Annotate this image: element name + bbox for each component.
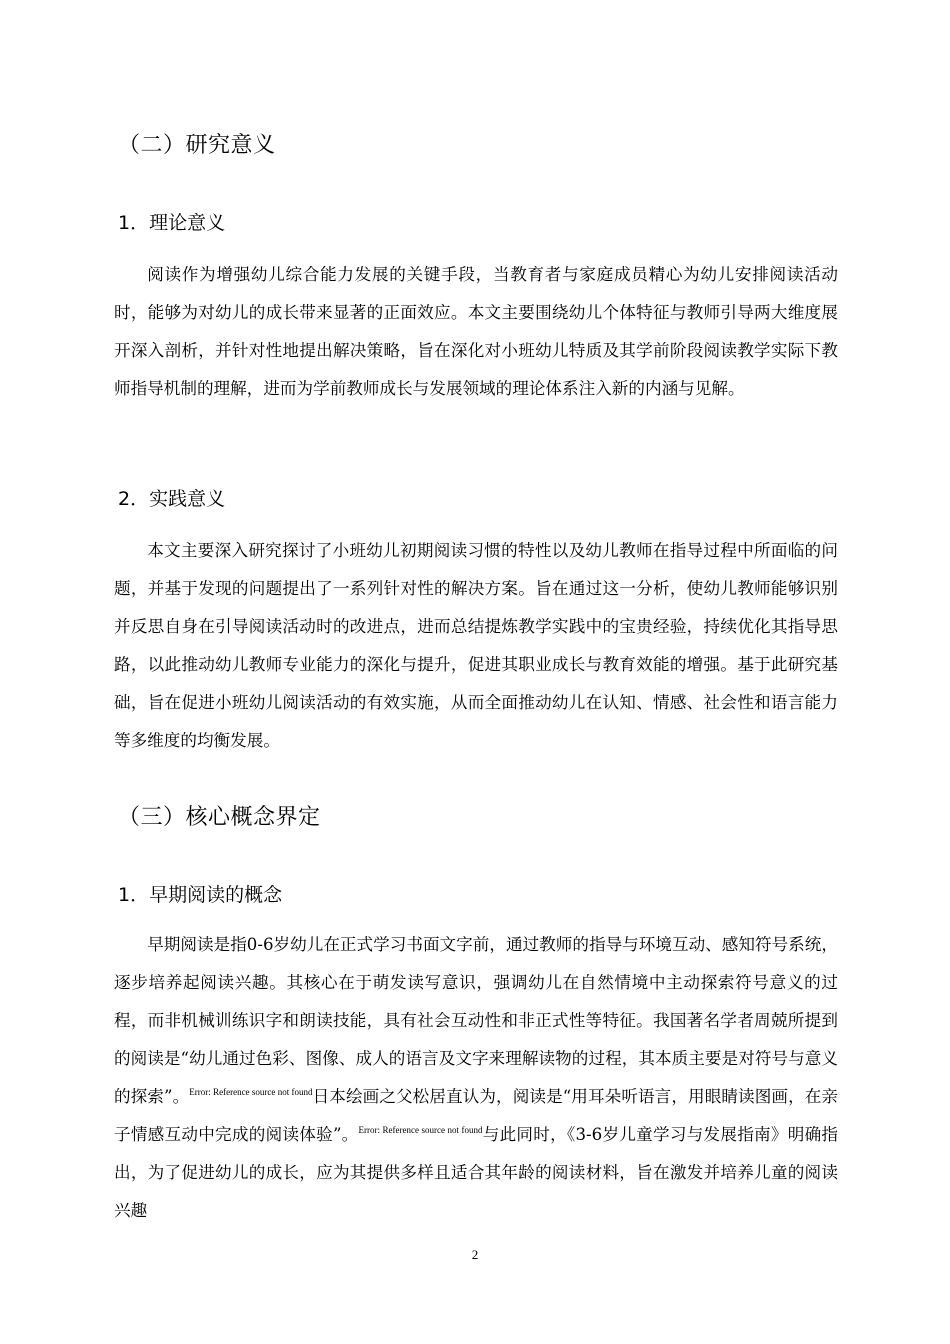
early-reading-text-part2: 日本绘画之父松居直认为，阅读是“用耳朵听语言，用眼睛读图画，在亲子情感互动中完成的阅读体验”。	[114, 1087, 839, 1144]
paragraph-early-reading-concept	[114, 926, 838, 1230]
paragraph-practical-significance: 本文主要深入研究探讨了小班幼儿初期阅读习惯的特性以及幼儿教师在指导过程中所面临的问题，并基于发现的问题提出了一系列针对性的解决方案。旨在通过这一分析，使幼儿教师能够识别并反思自身在引导阅读活动时的改进点，进而总结提炼教学实践中的宝贵经验，持续优化其指导思路，以此推动幼儿教师专业能力的深化与提升，促进其职业成长与教育效能的增强。基于此研究基础，旨在促进小班幼儿阅读活动的有效实施，从而全面推动幼儿在认知、情感、社会性和语言能力等多维度的均衡发展。	[114, 541, 838, 750]
early-reading-text-part3: 与此同时，《3-6岁儿童学习与发展指南》明确指出，为了促进幼儿的成长，应为其提供多样且适合其年龄的阅读材料，旨在激发并培养儿童的阅读兴趣	[114, 1125, 839, 1220]
reference-error-marker[interactable]: Error: Reference source not found	[358, 1125, 483, 1135]
page-number: 2	[471, 1247, 479, 1262]
section-heading-research-significance: （二）研究意义	[118, 133, 276, 158]
reference-error-marker[interactable]: Error: Reference source not found	[189, 1087, 313, 1097]
subheading-practical-significance: 2．实践意义	[118, 488, 226, 510]
subheading-theoretical-significance: 1．理论意义	[118, 212, 226, 234]
early-reading-text-part1: 早期阅读是指0-6岁幼儿在正式学习书面文字前，通过教师的指导与环境互动、感知符号系统，逐步培养起阅读兴趣。其核心在于萌发读写意识，强调幼儿在自然情境中主动探索符号意义的过程，而非机械训练识字和朗读技能，具有社会互动性和非正式性等特征。我国著名学者周兢所提到的阅读是“幼儿通过色彩、图像、成人的语言及文字来理解读物的过程，其本质主要是对符号与意义的探索”。	[114, 935, 838, 1106]
section-heading-core-concepts: （三）核心概念界定	[118, 805, 321, 830]
subheading-early-reading-concept: 1．早期阅读的概念	[118, 884, 283, 906]
paragraph-theoretical-significance: 阅读作为增强幼儿综合能力发展的关键手段，当教育者与家庭成员精心为幼儿安排阅读活动时，能够为对幼儿的成长带来显著的正面效应。本文主要围绕幼儿个体特征与教师引导两大维度展开深入剖析，并针对性地提出解决策略，旨在深化对小班幼儿特质及其学前阶段阅读教学实际下教师指导机制的理解，进而为学前教师成长与发展领域的理论体系注入新的内涵与见解。	[114, 265, 838, 398]
